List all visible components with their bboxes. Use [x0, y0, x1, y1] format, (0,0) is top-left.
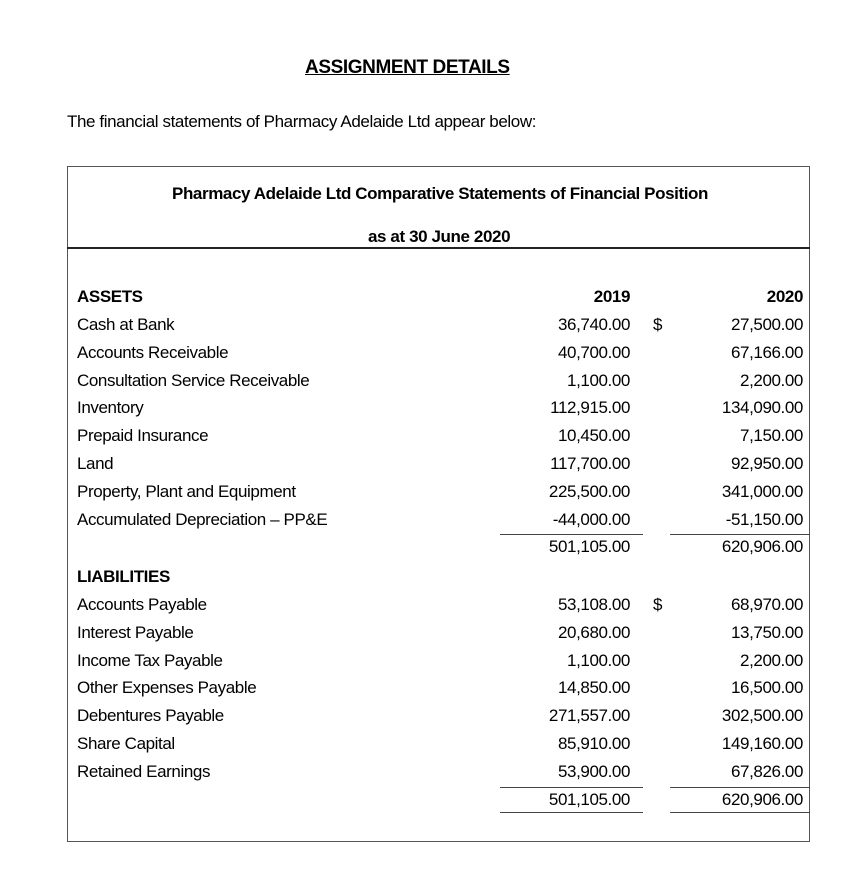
- column-header-2019: 2019: [593, 287, 630, 306]
- liabilities-row-label: Accounts Payable: [77, 595, 207, 614]
- liabilities-value-2019: 20,680.00: [557, 622, 630, 642]
- assets-row-label: Inventory: [77, 398, 144, 418]
- liabilities-row-label: Interest Payable: [77, 622, 194, 642]
- liabilities-total-2019: 501,105.00: [548, 789, 630, 809]
- currency-symbol: $: [653, 315, 663, 334]
- assets-total-2020: 620,906.00: [721, 537, 803, 557]
- liabilities-value-2019: 53,108.00: [557, 595, 630, 614]
- statement-heading: Pharmacy Adelaide Ltd Comparative Statements of Financial Position: [172, 184, 708, 203]
- column-header-2020: 2020: [766, 287, 803, 306]
- assets-value-2019: 40,700.00: [557, 342, 630, 362]
- subtotal-rule-2020: [670, 787, 810, 788]
- liabilities-row-label: Debentures Payable: [77, 706, 224, 726]
- assets-value-2019: 225,500.00: [548, 481, 630, 501]
- subtotal-rule-2019: [500, 787, 643, 788]
- assets-row-label: Consultation Service Receivable: [77, 370, 310, 390]
- assets-value-2019: 112,915.00: [550, 398, 630, 418]
- section-heading-liabilities: LIABILITIES: [77, 567, 170, 586]
- assets-value-2020: 67,166.00: [730, 342, 803, 362]
- liabilities-value-2020: 2,200.00: [740, 650, 803, 670]
- assets-value-2020: 92,950.00: [730, 454, 803, 473]
- subtotal-rule-2019: [500, 534, 643, 535]
- liabilities-value-2019: 85,910.00: [557, 734, 630, 753]
- assets-row-label: Accumulated Depreciation – PP&E: [77, 509, 328, 529]
- statement-subheading: as at 30 June 2020: [368, 227, 511, 246]
- assets-row-label: Property, Plant and Equipment: [77, 481, 296, 501]
- liabilities-value-2020: 302,500.00: [721, 706, 803, 726]
- liabilities-row-label: Other Expenses Payable: [77, 678, 257, 698]
- assets-value-2019: -44,000.00: [552, 509, 630, 529]
- liabilities-value-2019: 271,557.00: [548, 706, 630, 726]
- intro-text: The financial statements of Pharmacy Adelaide Ltd appear below:: [67, 112, 537, 131]
- liabilities-value-2020: 16,500.00: [730, 678, 803, 698]
- liabilities-value-2019: 1,100.00: [567, 650, 630, 670]
- assets-value-2020: 27,500.00: [730, 315, 803, 334]
- liabilities-row-label: Retained Earnings: [77, 761, 211, 781]
- liabilities-value-2020: 68,970.00: [730, 595, 803, 614]
- statement-box: [67, 166, 810, 842]
- page-title: ASSIGNMENT DETAILS: [305, 57, 510, 78]
- assets-row-label: Prepaid Insurance: [77, 426, 209, 446]
- assets-total-2019: 501,105.00: [548, 537, 630, 557]
- liabilities-value-2020: 13,750.00: [730, 622, 803, 642]
- assets-value-2020: 341,000.00: [721, 481, 803, 501]
- total-rule-2020: [670, 812, 810, 813]
- assets-row-label: Cash at Bank: [77, 315, 175, 334]
- total-rule-2019: [500, 812, 643, 813]
- liabilities-value-2020: 149,160.00: [721, 734, 803, 753]
- assets-value-2020: 2,200.00: [740, 370, 803, 390]
- assets-value-2019: 117,700.00: [550, 454, 630, 473]
- assets-value-2020: 7,150.00: [740, 426, 803, 446]
- liabilities-total-2020: 620,906.00: [721, 789, 803, 809]
- assets-value-2019: 1,100.00: [567, 370, 630, 390]
- assets-row-label: Accounts Receivable: [77, 342, 229, 362]
- assets-value-2019: 36,740.00: [557, 315, 630, 334]
- liabilities-value-2019: 14,850.00: [557, 678, 630, 698]
- assets-row-label: Land: [77, 454, 114, 473]
- liabilities-value-2020: 67,826.00: [730, 761, 803, 781]
- liabilities-row-label: Income Tax Payable: [77, 650, 223, 670]
- section-heading-assets: ASSETS: [77, 287, 143, 306]
- assets-value-2020: -51,150.00: [725, 509, 803, 529]
- assets-value-2019: 10,450.00: [557, 426, 630, 446]
- liabilities-row-label: Share Capital: [77, 734, 175, 753]
- liabilities-value-2019: 53,900.00: [557, 761, 630, 781]
- header-divider: [67, 247, 810, 249]
- subtotal-rule-2020: [670, 534, 810, 535]
- assets-value-2020: 134,090.00: [721, 398, 803, 418]
- currency-symbol: $: [653, 595, 663, 614]
